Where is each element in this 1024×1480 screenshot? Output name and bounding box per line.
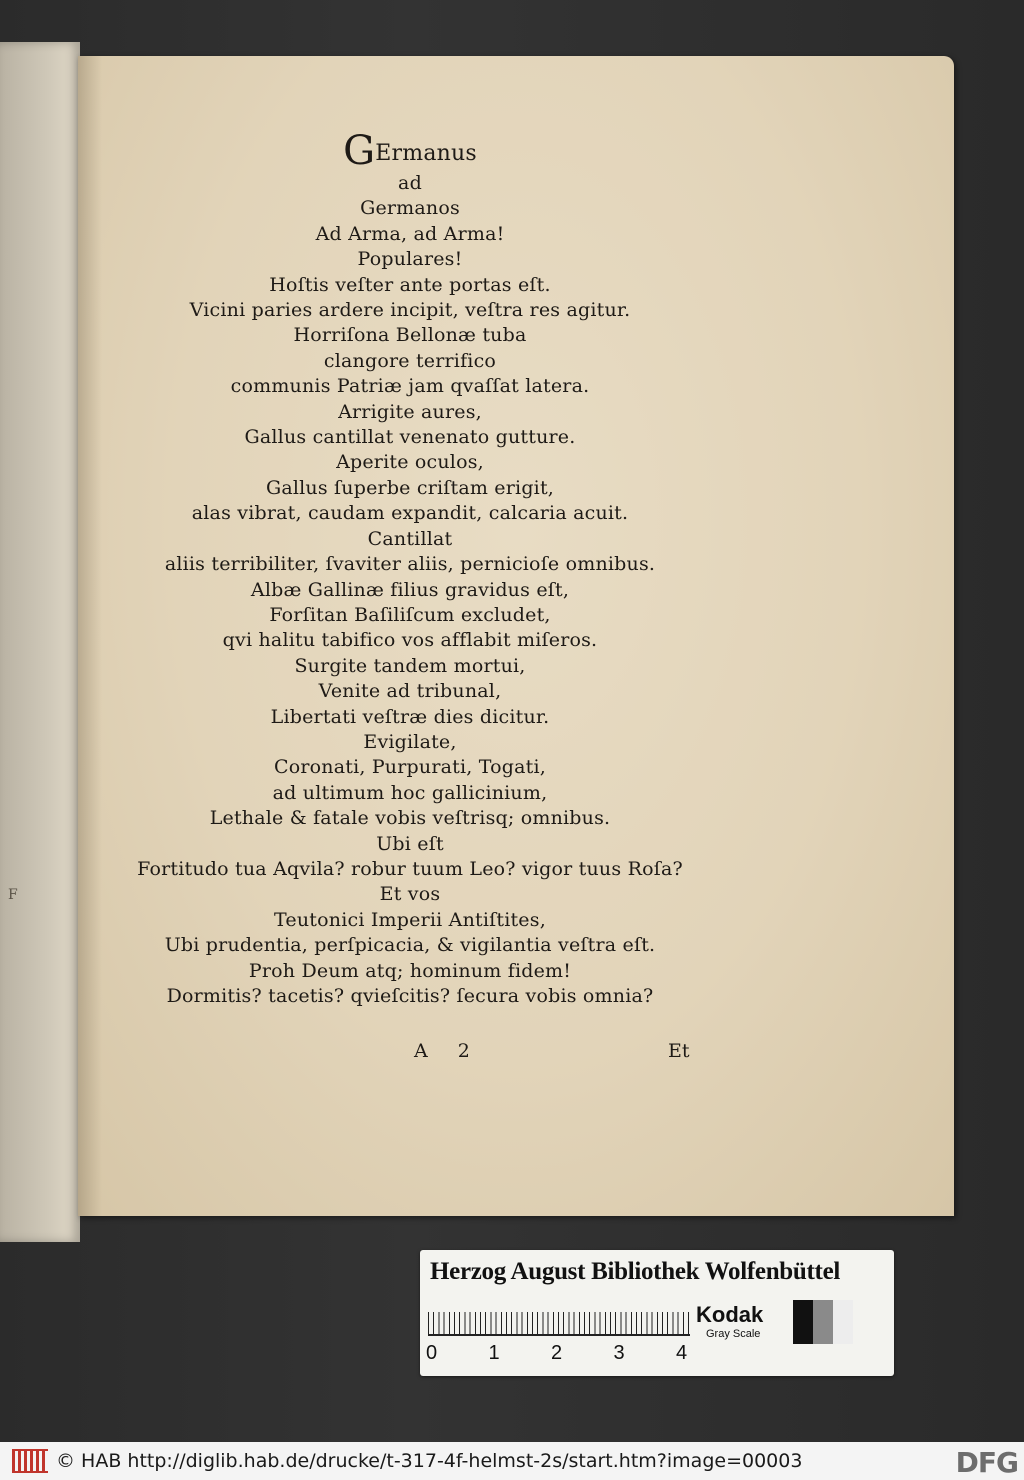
text-line: aliis terribiliter, ſvaviter aliis, pernicioſe omnibus.	[164, 553, 656, 576]
text-line: Dormitis? tacetis? qvieſcitis? ſecura vobis omnia?	[166, 985, 654, 1007]
text-line: Coronati, Purpurati, Togati,	[273, 756, 547, 779]
text-line: Horriſona Bellonæ tuba	[293, 324, 527, 347]
text-line: Albæ Gallinæ filius gravidus eſt,	[250, 578, 570, 601]
ruler-numbers	[420, 1342, 700, 1370]
scale-ruler	[428, 1300, 690, 1336]
page-text	[90, 128, 730, 1009]
copyright-bar	[0, 1442, 1024, 1480]
text-line: Arrigite aures,	[338, 400, 482, 423]
dfg-logo: DFG	[955, 1446, 1018, 1479]
title-rest: Ermanus	[375, 141, 477, 166]
gray-swatch	[833, 1300, 853, 1344]
text-lines	[90, 171, 730, 1009]
text-line: Germanos	[360, 197, 460, 220]
facing-page-mark: F	[8, 887, 18, 903]
text-line: communis Patriæ jam qvaſſat latera.	[230, 375, 590, 398]
text-line: Populares!	[357, 248, 463, 271]
gray-swatches	[793, 1300, 855, 1344]
text-line: Ubi eſt	[376, 832, 444, 855]
ruler-number: 4	[676, 1342, 688, 1364]
copyright-link[interactable]: © HAB http://diglib.hab.de/drucke/t-317-4f-helmst-2s/start.htm?image=00003	[56, 1450, 803, 1472]
text-line: Teutonici Imperii Antiſtites,	[274, 908, 546, 931]
text-line: Vicini paries ardere incipit, veſtra res agitur.	[189, 299, 631, 322]
title-initial: G	[343, 128, 376, 174]
library-name: Herzog August Bibliothek Wolfenbüttel	[430, 1258, 841, 1285]
signature-mark: A 2	[414, 1040, 482, 1062]
text-line: Libertati veſtræ dies dicitur.	[270, 705, 550, 728]
text-line: Et vos	[379, 883, 441, 906]
kodak-brand: Kodak	[696, 1302, 764, 1327]
text-line: Ad Arma, ad Arma!	[315, 222, 505, 245]
text-line: Venite ad tribunal,	[318, 680, 502, 703]
gray-swatch	[793, 1300, 813, 1344]
facing-page-edge	[0, 42, 80, 1242]
ruler-number: 2	[551, 1342, 563, 1364]
text-line: Aperite oculos,	[336, 451, 484, 474]
text-line: Gallus cantillat venenato gutture.	[244, 426, 576, 449]
text-line: Ubi prudentia, perſpicacia, & vigilantia veſtra eſt.	[164, 934, 656, 957]
library-color-label	[420, 1250, 894, 1376]
ruler-number: 0	[426, 1342, 438, 1364]
page-title	[90, 128, 730, 174]
ruler-number: 3	[613, 1342, 625, 1364]
text-line: Surgite tandem mortui,	[294, 654, 526, 677]
text-line: Proh Deum atq; hominum fidem!	[248, 959, 572, 982]
catchword: Et	[668, 1040, 690, 1062]
text-line: Fortitudo tua Aqvila? robur tuum Leo? vigor tuus Roſa?	[137, 857, 683, 880]
text-line: Evigilate,	[363, 730, 457, 753]
text-line: Lethale & fatale vobis veſtrisq; omnibus.	[209, 807, 611, 830]
text-line: Cantillat	[367, 527, 453, 550]
text-line: ad	[398, 172, 422, 194]
gray-swatch	[813, 1300, 833, 1344]
gray-scale-text: Gray Scale	[706, 1328, 761, 1340]
document-page	[78, 56, 954, 1216]
text-line: alas vibrat, caudam expandit, calcaria acuit.	[191, 502, 629, 525]
hab-logo-icon	[12, 1449, 48, 1473]
ruler-number: 1	[488, 1342, 500, 1364]
text-line: qvi halitu tabifico vos afflabit miſeros.	[222, 629, 598, 652]
page-footer	[78, 1040, 954, 1070]
text-line: Hoſtis veſter ante portas eſt.	[269, 273, 551, 296]
text-line: clangore terrifico	[323, 349, 497, 372]
text-line: Forſitan Baſiliſcum excludet,	[269, 603, 551, 626]
text-line: ad ultimum hoc gallicinium,	[272, 781, 548, 804]
text-line: Gallus ſuperbe criſtam erigit,	[265, 476, 555, 499]
